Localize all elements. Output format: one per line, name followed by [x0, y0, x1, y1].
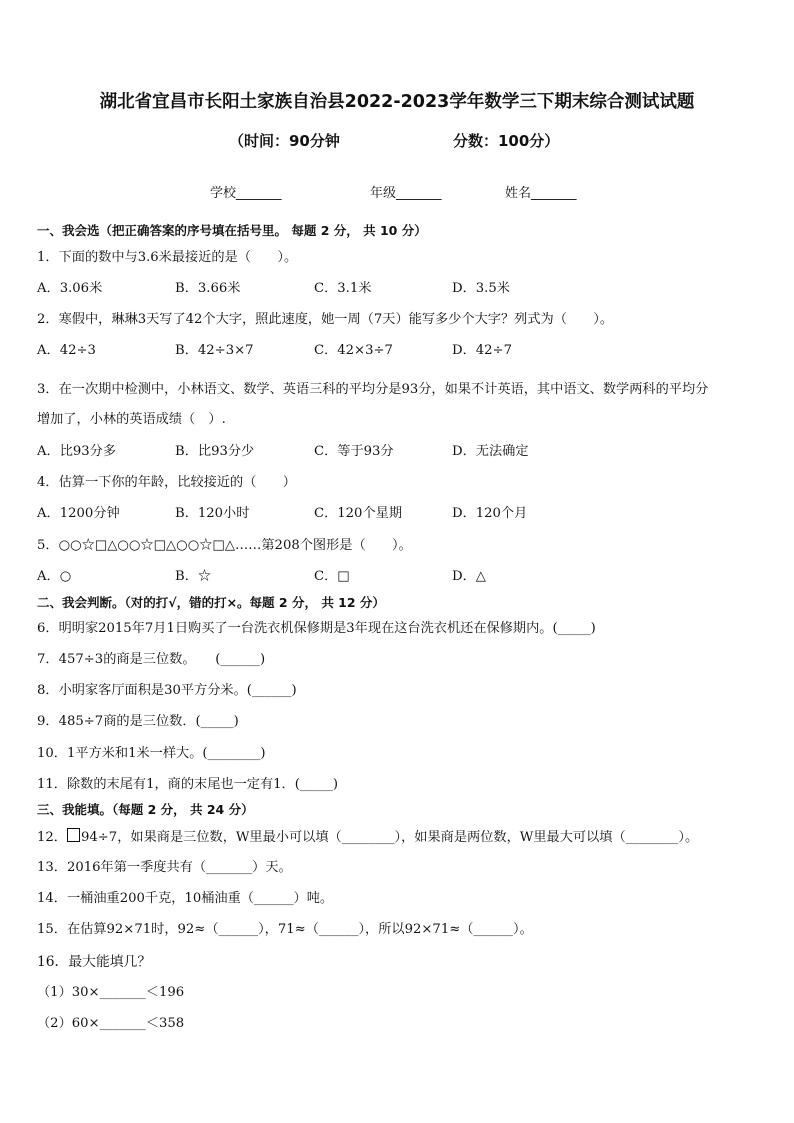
- question-3-line-1: 3．在一次期中检测中，小林语文、数学、英语三科的平均分是93分，如果不计英语，其中语文、数学两科的平均分: [37, 382, 709, 397]
- document-title: 湖北省宜昌市长阳土家族自治县2022-2023学年数学三下期末综合测试试题: [99, 92, 695, 112]
- q1-option-d[interactable]: D．3.5米: [452, 281, 510, 296]
- question-10: 10．1平方米和1米一样大。(________): [37, 746, 266, 761]
- q1-option-c[interactable]: C．3.1米: [314, 281, 372, 296]
- question-3-line-2: 增加了，小林的英语成绩（ ）.: [37, 412, 226, 427]
- question-5: 5．○○☆□△○○☆□△○○☆□△……第208个图形是（ ）。: [37, 538, 412, 553]
- question-2: 2．寒假中，琳琳3天写了42个大字，照此速度，她一周（7天）能写多少个大字？列式为（ ）。: [37, 312, 614, 327]
- q12-text: 94÷7，如果商是三位数，W里最小可以填（________），如果商是两位数，W里最大可以填（________）。: [80, 830, 699, 845]
- question-4: 4．估算一下你的年龄，比较接近的（ ）: [37, 475, 296, 490]
- q4-option-d[interactable]: D．120个月: [452, 506, 528, 521]
- question-8: 8．小明家客厅面积是30平方分米。(______): [37, 683, 297, 698]
- q2-option-c[interactable]: C．42×3÷7: [314, 343, 393, 358]
- q3-option-a[interactable]: A．比93分多: [37, 444, 117, 459]
- q3-option-d[interactable]: D．无法确定: [452, 444, 529, 459]
- question-12: [37, 828, 698, 847]
- q3-option-b[interactable]: B．比93分少: [175, 444, 255, 459]
- school-field[interactable]: 学校_______: [210, 186, 282, 201]
- question-6: 6．明明家2015年7月1日购买了一台洗衣机保修期是3年现在这台洗衣机还在保修期内。(_____): [37, 621, 596, 636]
- q12-number: 12．: [37, 830, 67, 845]
- question-11: 11．除数的末尾有1，商的末尾也一定有1．(_____): [37, 777, 339, 792]
- exam-time: （时间：90分钟: [229, 132, 340, 150]
- question-14: 14．一桶油重200千克，10桶油重（______）吨。: [37, 891, 334, 906]
- question-9: 9．485÷7商的是三位数．(_____): [37, 714, 239, 729]
- question-7: 7．457÷3的商是三位数。 (______): [37, 652, 266, 667]
- grade-field[interactable]: 年级_______: [370, 186, 442, 201]
- question-1: 1．下面的数中与3.6米最接近的是（ ）。: [37, 250, 298, 265]
- question-15: 15．在估算92×71时，92≈（______），71≈（______），所以92×71≈（______）。: [37, 922, 533, 937]
- q4-option-b[interactable]: B．120小时: [175, 506, 250, 521]
- q4-option-a[interactable]: A．1200分钟: [37, 506, 120, 521]
- name-field[interactable]: 姓名_______: [505, 186, 577, 201]
- q5-option-a[interactable]: A．○: [37, 569, 72, 584]
- q2-option-d[interactable]: D．42÷7: [452, 343, 512, 358]
- q4-option-c[interactable]: C．120个星期: [314, 506, 403, 521]
- blank-box-icon: [67, 828, 80, 842]
- question-16-part-1: （1）30×_______＜196: [37, 985, 185, 1000]
- section-heading-fill: 三、我能填。（每题 2 分， 共 24 分）: [37, 802, 254, 817]
- question-16: 16．最大能填几？: [37, 954, 152, 970]
- exam-score: 分数：100分）: [453, 132, 560, 150]
- q5-option-d[interactable]: D．△: [452, 569, 486, 584]
- q5-option-c[interactable]: C．□: [314, 569, 350, 584]
- section-heading-choice: 一、我会选（把正确答案的序号填在括号里。 每题 2 分， 共 10 分）: [37, 223, 427, 238]
- q3-option-c[interactable]: C．等于93分: [314, 444, 394, 459]
- q5-option-b[interactable]: B．☆: [175, 569, 212, 584]
- q1-option-a[interactable]: A．3.06米: [37, 281, 103, 296]
- q2-option-a[interactable]: A．42÷3: [37, 343, 96, 358]
- q1-option-b[interactable]: B．3.66米: [175, 281, 241, 296]
- q2-option-b[interactable]: B．42÷3×7: [175, 343, 254, 358]
- question-13: 13．2016年第一季度共有（_______）天。: [37, 860, 292, 875]
- section-heading-judge: 二、我会判断。（对的打√，错的打×。每题 2 分， 共 12 分）: [37, 595, 385, 610]
- question-16-part-2: （2）60×_______＜358: [37, 1016, 185, 1031]
